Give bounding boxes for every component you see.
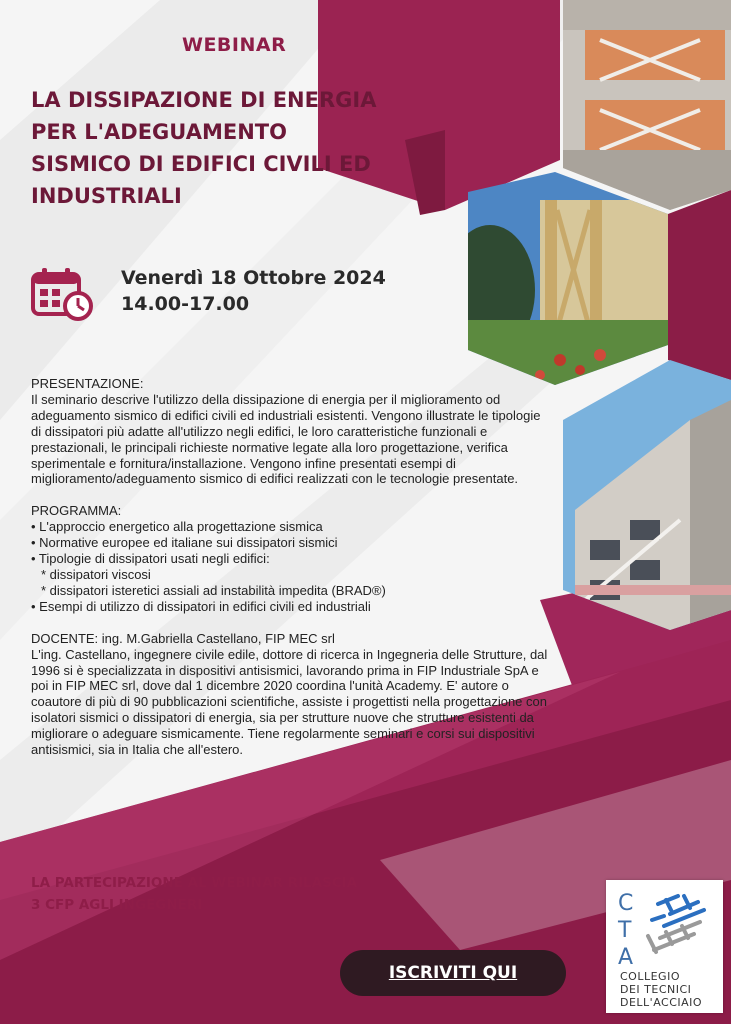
title-line: PER L'ADEGUAMENTO bbox=[31, 120, 287, 144]
page-title bbox=[31, 84, 451, 212]
webinar-label: WEBINAR bbox=[182, 34, 287, 56]
event-date: Venerdì 18 Ottobre 2024 bbox=[121, 267, 386, 289]
program-item: • Tipologie di dissipatori usati negli edifici: bbox=[31, 551, 270, 567]
logo-letter: A bbox=[618, 945, 634, 970]
presentation-heading: PRESENTAZIONE: bbox=[31, 376, 144, 391]
credits-notice bbox=[31, 872, 357, 916]
credits-line: 3 CFP AGLI INGEGNERI bbox=[31, 897, 203, 913]
program-item: • L'approccio energetico alla progettazione sismica bbox=[31, 519, 323, 535]
program-subitem: * dissipatori viscosi bbox=[41, 566, 151, 582]
logo-text-line: DEI TECNICI bbox=[620, 983, 692, 996]
logo-text bbox=[620, 970, 702, 1009]
credits-line: LA PARTECIPAZIONE AL WEBINAR RILASCIA bbox=[31, 875, 358, 891]
logo-text-line: DELL'ACCIAIO bbox=[620, 996, 703, 1009]
presentation-text: Il seminario descrive l'utilizzo della dissipazione di energia per il miglioramento od adeguamento sismico di edifici civili ed industriali esistenti. Vengono illustrate le tipologie di dissipatori più adatte all'utilizzo negli edifici, le loro caratteristiche funzionali e prestazionali, le principali richieste normative legate alla loro progettazione, verifica sperimentale e fornitura/installazione. Vengono infine presentati esempi di miglioramento/adeguamento sismico di edifici realizzati con le tecnologie presentate. bbox=[31, 391, 541, 487]
main-text bbox=[31, 376, 551, 758]
event-datetime bbox=[121, 265, 386, 317]
logo-letter: T bbox=[618, 918, 632, 943]
program-subitem: * dissipatori isteretici assiali ad instabilità impedita (BRAD®) bbox=[41, 582, 386, 598]
register-button[interactable]: ISCRIVITI QUI bbox=[340, 950, 566, 996]
logo-text-line: COLLEGIO bbox=[620, 970, 680, 983]
program-heading: PROGRAMMA: bbox=[31, 503, 122, 519]
program-item: • Normative europee ed italiane sui dissipatori sismici bbox=[31, 535, 338, 551]
title-line: INDUSTRIALI bbox=[31, 184, 182, 208]
calendar-clock-icon bbox=[30, 266, 96, 322]
logo-letters bbox=[618, 890, 633, 971]
cta-logo bbox=[606, 880, 723, 1013]
title-line: SISMICO DI EDIFICI CIVILI ED bbox=[31, 152, 371, 176]
teacher-heading: DOCENTE: ing. M.Gabriella Castellano, FIP MEC srl bbox=[31, 630, 335, 646]
teacher-bio: L'ing. Castellano, ingegnere civile edile, dottore di ricerca in Ingegneria delle Strutture, dal 1996 si è specializzata in dispositivi antisismici, lavorando prima in FIP Industriale SpA e poi in FIP MEC srl, dove dal 1 dicembre 2020 coordina l'unità Academy. E' autore o coautore di più di 90 pubblicazioni scientifiche, assiste i progettisti nella progettazione con isolatori sismici o dissipatori di energia, sia per strutture nuove che strutture esistenti da migliorare o adeguare sismicamente. Tiene regolarmente seminari e corsi sui dispositivi antisismici, sia in Italia che all'estero. bbox=[31, 646, 548, 758]
title-line: LA DISSIPAZIONE DI ENERGIA bbox=[31, 88, 377, 112]
program-item: • Esempi di utilizzo di dissipatori in edifici civili ed industriali bbox=[31, 598, 371, 614]
event-time: 14.00-17.00 bbox=[121, 293, 250, 315]
logo-letter: C bbox=[618, 891, 634, 916]
logo-lattice-icon bbox=[644, 892, 716, 964]
